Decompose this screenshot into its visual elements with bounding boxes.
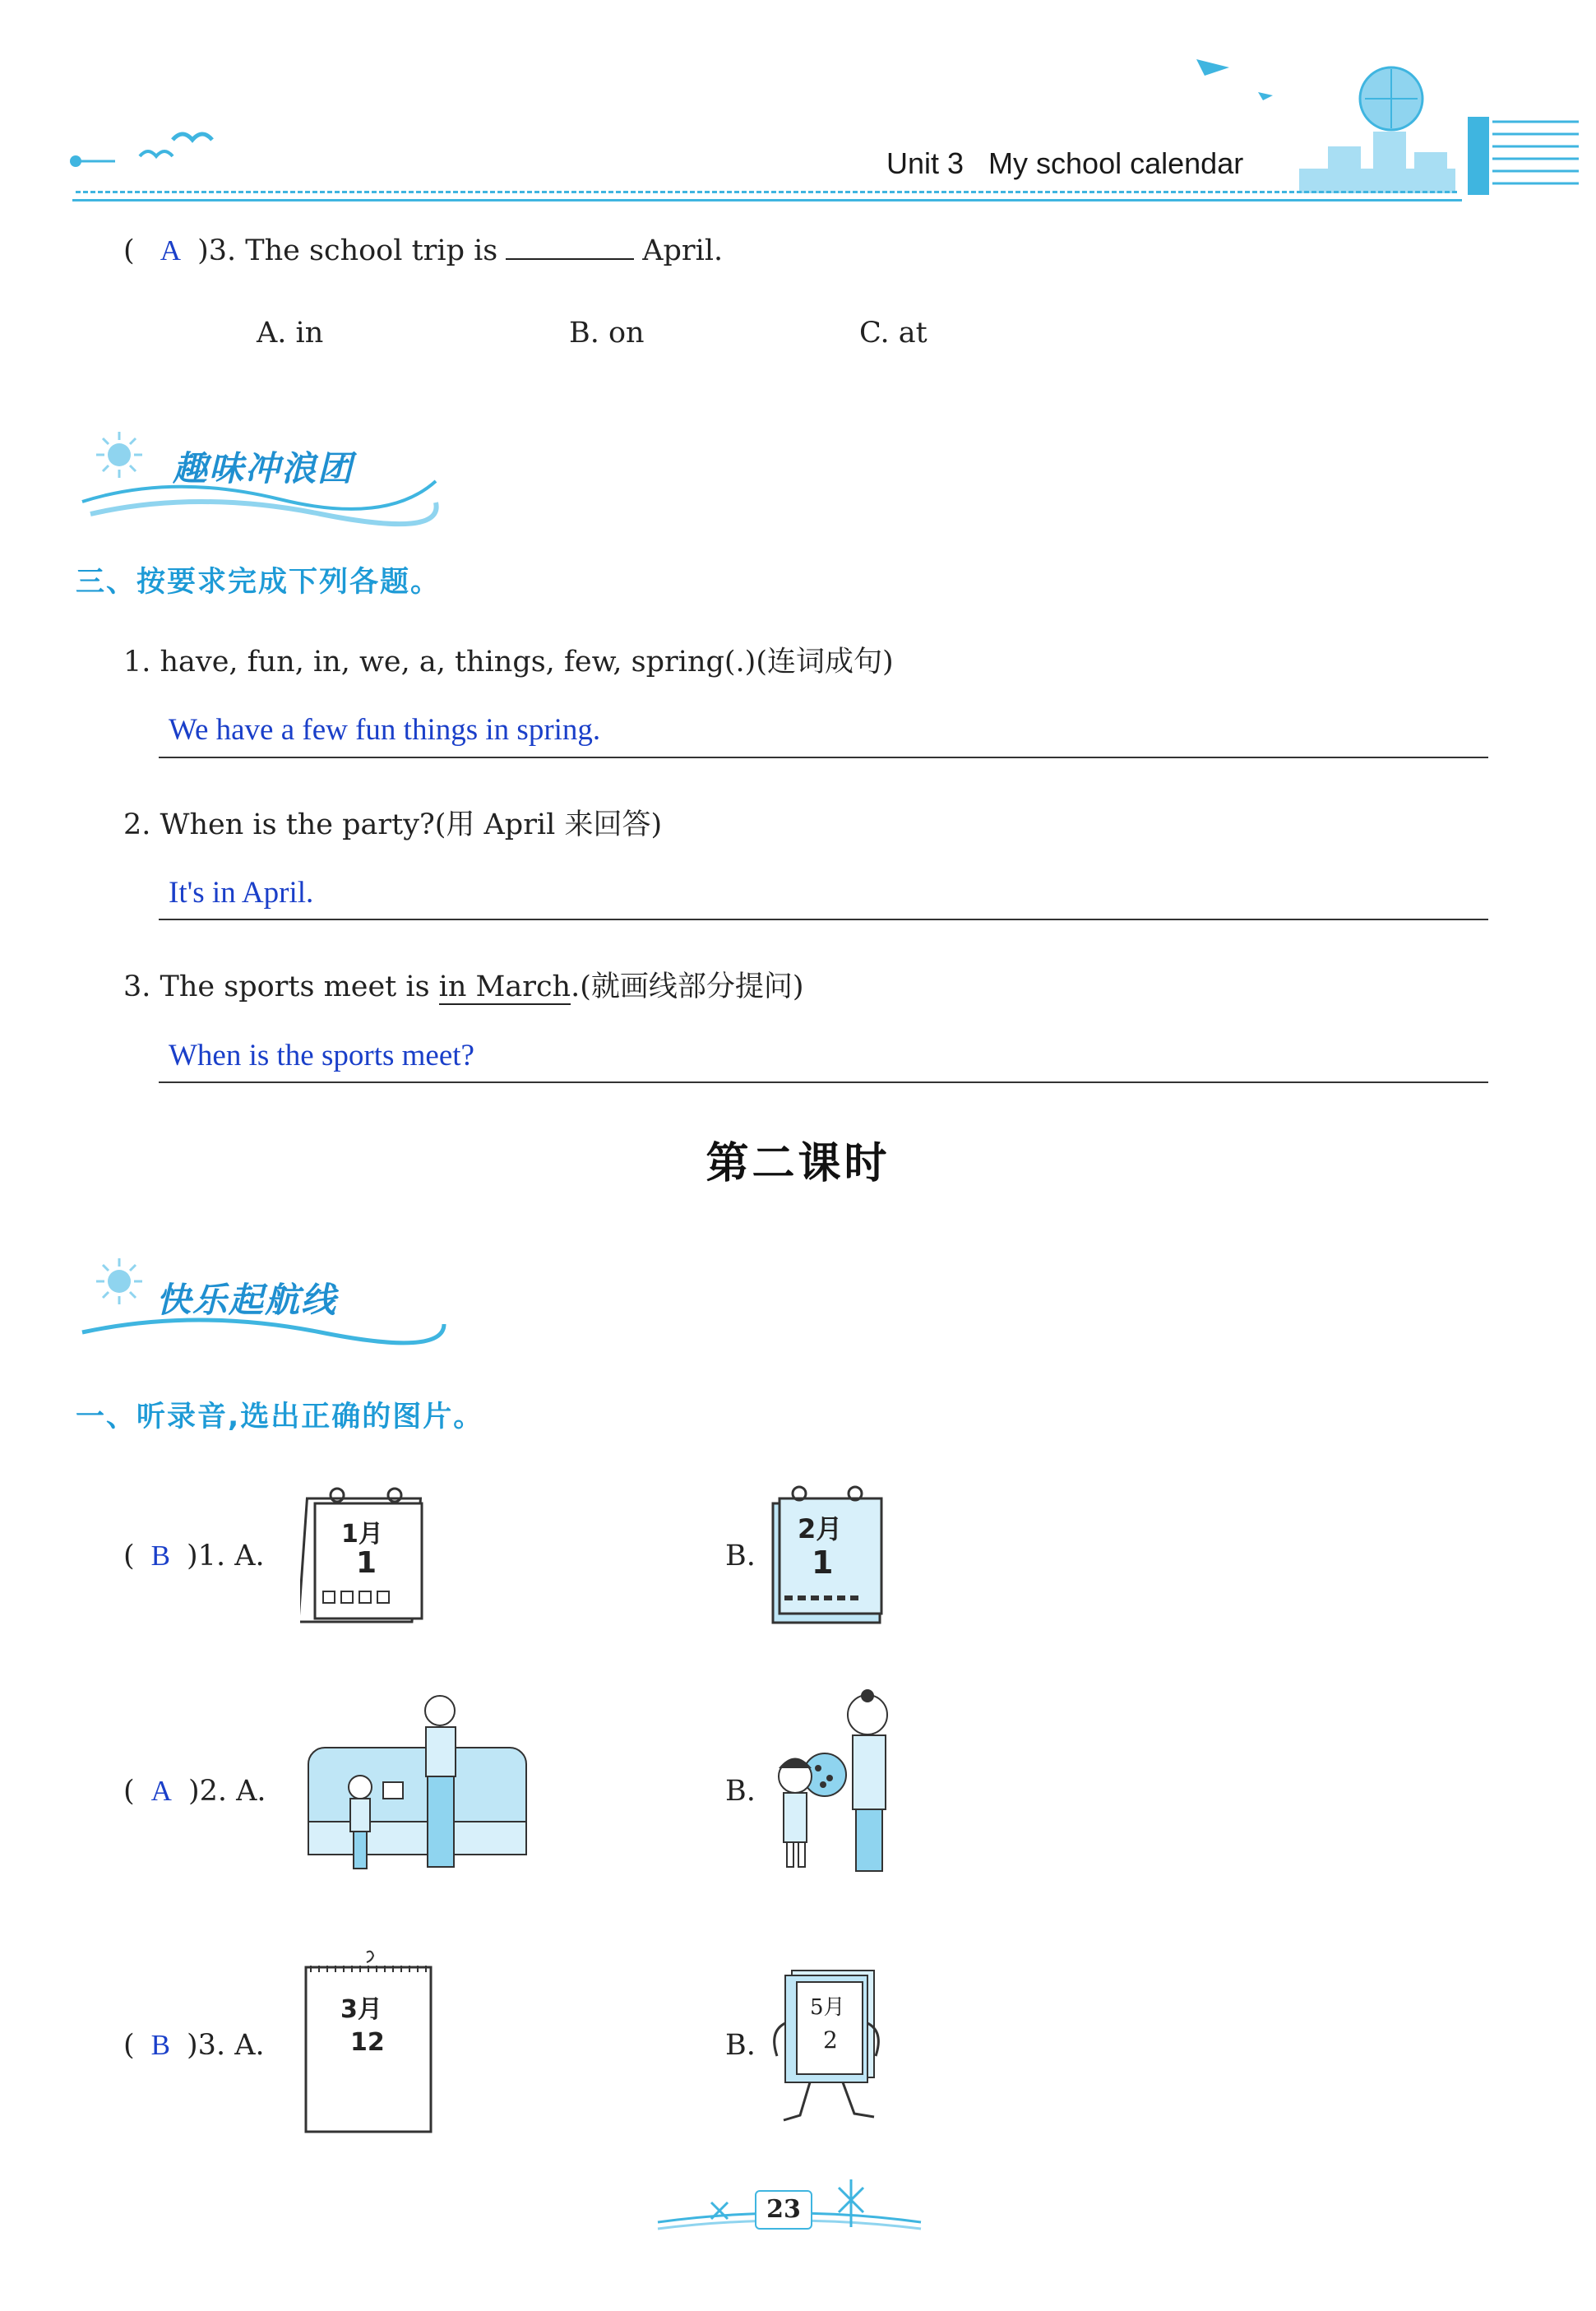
lesson-title: 第二课时 (705, 1139, 891, 1188)
question-3-stem: ( A )3. The school trip is April. (123, 234, 724, 267)
banner-title: 快乐起航线 (156, 1280, 338, 1320)
fill-blank (506, 234, 634, 260)
task-1-answer: We have a few fun things in spring. (169, 713, 601, 747)
calendar-january-image (300, 1480, 432, 1628)
answer-mark: B (150, 2029, 171, 2061)
section-banner-start (74, 1250, 452, 1357)
header-rule (72, 199, 1462, 201)
answer-line (159, 1081, 1488, 1083)
answer-line (159, 919, 1488, 920)
task-3-prompt-end: .(就画线部分提问) (571, 970, 804, 1003)
calendar-month: 1月 (341, 1520, 383, 1549)
option-a-label: )1. A. (187, 1540, 265, 1572)
walking-calendar-may-image (761, 1957, 900, 2138)
calendar-month: 3月 (340, 1995, 382, 2024)
banner-title: 趣味冲浪团 (173, 448, 354, 489)
calendar-month: 2月 (798, 1513, 843, 1545)
header-decoration (0, 0, 1596, 214)
calendar-february-image (758, 1480, 890, 1628)
calendar-day: 2 (823, 2026, 838, 2054)
option-a: A. in (257, 317, 324, 350)
option-c: C. at (859, 317, 928, 350)
gift-at-home-image (304, 1690, 530, 1879)
option-b: B. on (569, 317, 645, 350)
calendar-day: 12 (350, 2028, 385, 2057)
answer-line (159, 757, 1488, 758)
answer-mark: A (160, 234, 182, 266)
task-3-prompt (123, 964, 804, 1005)
option-b-label: B. (725, 1540, 756, 1572)
calendar-day: 1 (356, 1546, 377, 1580)
section-3-heading: 三、按要求完成下列各题。 (76, 566, 442, 599)
option-b-label: B. (725, 2029, 756, 2062)
question-text-after: April. (642, 234, 724, 267)
task-3-answer: When is the sports meet? (169, 1039, 474, 1072)
calendar-month: 5月 (810, 1995, 845, 2020)
task-1-prompt: 1. have, fun, in, we, a, things, few, spring(.)(连词成句) (123, 646, 894, 678)
header-dashed-rule (76, 191, 1457, 193)
girl-receives-ball-image (761, 1686, 925, 1883)
header-art (0, 0, 1596, 214)
answer-mark: B (150, 1540, 171, 1572)
task-2-prompt: 2. When is the party?(用 April 来回答) (123, 808, 663, 841)
question-text: The school trip is (245, 234, 498, 267)
task-3-prompt-start: 3. The sports meet is (123, 970, 439, 1003)
page-number: 23 (755, 2190, 812, 2230)
answer-mark: A (150, 1775, 172, 1807)
question-number: )3. (197, 234, 237, 267)
option-a-label: )3. A. (187, 2029, 265, 2062)
calendar-day: 1 (812, 1545, 834, 1581)
option-b-label: B. (725, 1775, 756, 1808)
task-2-answer: It's in April. (169, 876, 314, 910)
section-1-heading: 一、听录音,选出正确的图片。 (76, 1401, 484, 1433)
unit-title: Unit 3 My school calendar (886, 146, 1244, 180)
underlined-phrase: in March (438, 970, 571, 1003)
calendar-march-image (303, 1949, 434, 2138)
section-banner-fun (74, 424, 452, 530)
listening-item-2: ( A )2. A. (123, 1775, 266, 1808)
listening-item-3: ( B )3. A. (123, 2029, 265, 2062)
listening-item-1: ( B )1. A. (123, 1540, 265, 1572)
option-a-label: )2. A. (187, 1775, 266, 1808)
